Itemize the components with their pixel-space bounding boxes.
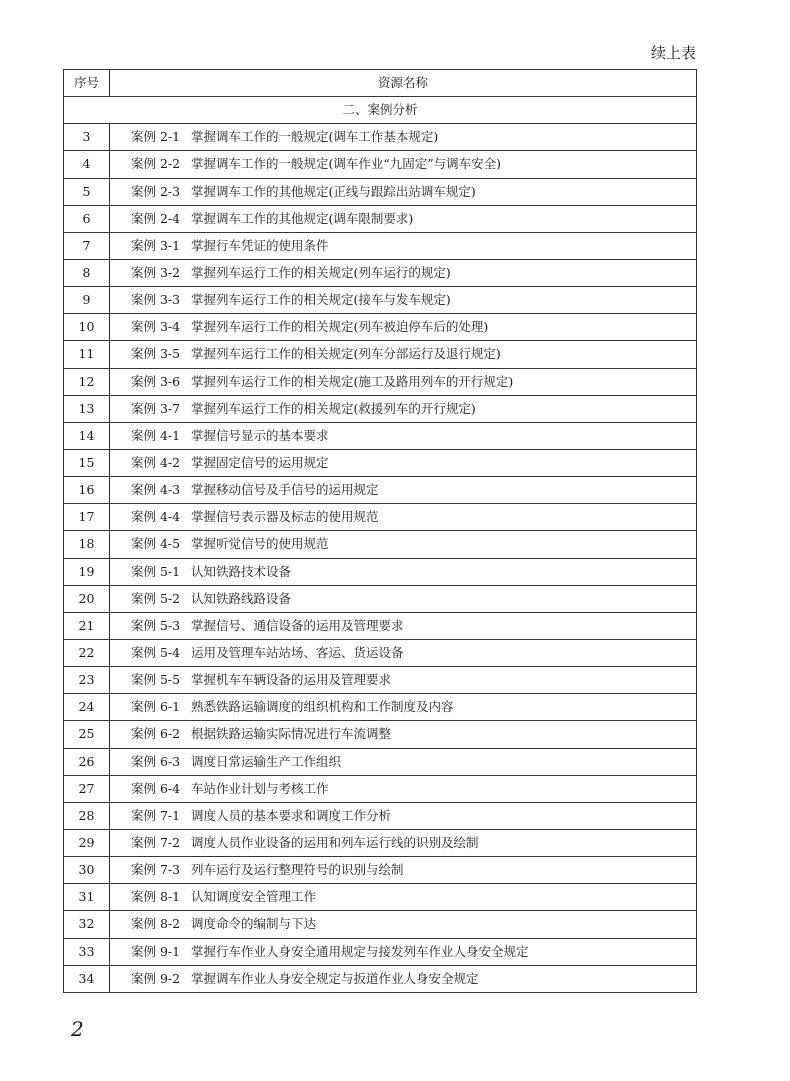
case-title: 掌握信号、通信设备的运用及管理要求 [191, 617, 404, 633]
resource-name-cell [110, 314, 697, 341]
resource-name-cell [110, 911, 697, 938]
case-title: 调度日常运输生产工作组织 [191, 753, 342, 769]
table-row [64, 232, 697, 259]
case-title: 认知调度安全管理工作 [191, 889, 317, 905]
table-row [64, 884, 697, 911]
row-number: 29 [64, 829, 110, 856]
table-row [64, 151, 697, 178]
table-row [64, 124, 697, 151]
case-id: 案例 3-6 [131, 373, 181, 389]
case-title: 认知铁路技术设备 [191, 563, 292, 579]
table-row [64, 259, 697, 286]
row-number: 9 [64, 287, 110, 314]
case-id: 案例 2-1 [131, 129, 181, 145]
table-row [64, 965, 697, 992]
case-id: 案例 2-2 [131, 156, 181, 172]
table-row [64, 205, 697, 232]
row-number: 3 [64, 124, 110, 151]
row-number: 19 [64, 558, 110, 585]
case-title: 掌握调车工作的一般规定(调车作业“九固定”与调车安全) [191, 156, 502, 172]
table-header-row [64, 70, 697, 97]
resource-name-cell [110, 395, 697, 422]
case-title: 掌握固定信号的运用规定 [191, 455, 329, 471]
case-id: 案例 2-4 [131, 210, 181, 226]
row-number: 13 [64, 395, 110, 422]
case-id: 案例 4-5 [131, 536, 181, 552]
resource-name-cell [110, 748, 697, 775]
resource-table [63, 69, 697, 993]
case-id: 案例 5-4 [131, 645, 181, 661]
table-row [64, 612, 697, 639]
row-number: 26 [64, 748, 110, 775]
table-row [64, 422, 697, 449]
table-row [64, 694, 697, 721]
resource-name-cell [110, 531, 697, 558]
case-id: 案例 9-1 [131, 943, 181, 959]
case-title: 掌握移动信号及手信号的运用规定 [191, 482, 379, 498]
row-number: 18 [64, 531, 110, 558]
case-title: 掌握列车运行工作的相关规定(列车被迫停车后的处理) [191, 319, 489, 335]
table-row [64, 667, 697, 694]
case-title: 掌握行车作业人身安全通用规定与接发列车作业人身安全规定 [191, 943, 529, 959]
row-number: 20 [64, 585, 110, 612]
table-row [64, 775, 697, 802]
case-title: 掌握调车作业人身安全规定与扳道作业人身安全规定 [191, 970, 479, 986]
row-number: 28 [64, 802, 110, 829]
table-row [64, 911, 697, 938]
row-number: 5 [64, 178, 110, 205]
case-title: 列车运行及运行整理符号的识别与绘制 [191, 862, 404, 878]
row-number: 4 [64, 151, 110, 178]
resource-name-cell [110, 558, 697, 585]
resource-name-cell [110, 884, 697, 911]
case-title: 掌握调车工作的其他规定(正线与跟踪出站调车规定) [191, 183, 476, 199]
case-title: 调度人员作业设备的运用和列车运行线的识别及绘制 [191, 835, 479, 850]
resource-name-cell [110, 151, 697, 178]
case-id: 案例 4-4 [131, 509, 181, 525]
case-id: 案例 7-1 [131, 807, 181, 823]
case-id: 案例 6-3 [131, 753, 181, 769]
case-title: 掌握调车工作的其他规定(调车限制要求) [191, 210, 414, 226]
resource-name-cell [110, 775, 697, 802]
resource-name-cell [110, 232, 697, 259]
table-row [64, 368, 697, 395]
case-id: 案例 7-2 [131, 835, 181, 850]
row-number: 15 [64, 449, 110, 476]
case-title: 掌握列车运行工作的相关规定(列车分部运行及退行规定) [191, 346, 501, 362]
case-title: 掌握调车工作的一般规定(调车工作基本规定) [191, 129, 439, 145]
case-title: 根据铁路运输实际情况进行车流调整 [191, 726, 392, 742]
table-row [64, 938, 697, 965]
column-header-no: 序号 [64, 70, 110, 97]
row-number: 12 [64, 368, 110, 395]
case-title: 掌握信号显示的基本要求 [191, 427, 329, 443]
case-title: 运用及管理车站站场、客运、货运设备 [191, 645, 404, 661]
resource-name-cell [110, 477, 697, 504]
case-id: 案例 3-3 [131, 292, 181, 308]
resource-name-cell [110, 259, 697, 286]
page-number: 2 [71, 1017, 84, 1041]
resource-name-cell [110, 422, 697, 449]
row-number: 33 [64, 938, 110, 965]
row-number: 25 [64, 721, 110, 748]
resource-name-cell [110, 938, 697, 965]
case-id: 案例 3-5 [131, 346, 181, 362]
case-id: 案例 6-1 [131, 699, 181, 715]
resource-name-cell [110, 612, 697, 639]
case-title: 掌握列车运行工作的相关规定(接车与发车规定) [191, 292, 451, 308]
case-id: 案例 5-5 [131, 672, 181, 688]
resource-name-cell [110, 802, 697, 829]
resource-name-cell [110, 694, 697, 721]
table-row [64, 341, 697, 368]
resource-name-cell [110, 341, 697, 368]
case-title: 掌握列车运行工作的相关规定(救援列车的开行规定) [191, 400, 476, 416]
row-number: 23 [64, 667, 110, 694]
resource-name-cell [110, 287, 697, 314]
case-title: 认知铁路线路设备 [191, 590, 292, 606]
table-row [64, 449, 697, 476]
table-row [64, 721, 697, 748]
row-number: 8 [64, 259, 110, 286]
row-number: 24 [64, 694, 110, 721]
table-row [64, 857, 697, 884]
resource-name-cell [110, 639, 697, 666]
table-row [64, 314, 697, 341]
row-number: 6 [64, 205, 110, 232]
row-number: 14 [64, 422, 110, 449]
row-number: 7 [64, 232, 110, 259]
resource-name-cell [110, 124, 697, 151]
resource-name-cell [110, 504, 697, 531]
case-title: 调度人员的基本要求和调度工作分析 [191, 807, 392, 823]
continued-table-label: 续上表 [650, 44, 696, 62]
resource-name-cell [110, 585, 697, 612]
case-title: 调度命令的编制与下达 [191, 916, 317, 932]
table-row [64, 748, 697, 775]
case-id: 案例 9-2 [131, 970, 181, 986]
resource-name-cell [110, 449, 697, 476]
case-id: 案例 7-3 [131, 862, 181, 878]
case-id: 案例 4-3 [131, 482, 181, 498]
case-id: 案例 3-1 [131, 237, 181, 253]
row-number: 11 [64, 341, 110, 368]
table-row [64, 178, 697, 205]
row-number: 16 [64, 477, 110, 504]
case-id: 案例 5-1 [131, 563, 181, 579]
case-title: 掌握行车凭证的使用条件 [191, 237, 329, 253]
case-title: 熟悉铁路运输调度的组织机构和工作制度及内容 [191, 699, 454, 715]
table-row [64, 477, 697, 504]
case-id: 案例 4-2 [131, 455, 181, 471]
case-title: 车站作业计划与考核工作 [191, 780, 329, 796]
table-row [64, 395, 697, 422]
table-row [64, 639, 697, 666]
resource-name-cell [110, 965, 697, 992]
resource-name-cell [110, 667, 697, 694]
resource-name-cell [110, 829, 697, 856]
case-title: 掌握列车运行工作的相关规定(列车运行的规定) [191, 265, 451, 281]
case-id: 案例 8-2 [131, 916, 181, 932]
case-id: 案例 2-3 [131, 183, 181, 199]
resource-name-cell [110, 178, 697, 205]
row-number: 30 [64, 857, 110, 884]
row-number: 27 [64, 775, 110, 802]
column-header-name: 资源名称 [110, 70, 697, 97]
case-id: 案例 3-7 [131, 400, 181, 416]
table-row [64, 558, 697, 585]
table-row [64, 829, 697, 856]
section-row [64, 97, 697, 124]
case-title: 掌握信号表示器及标志的使用规范 [191, 509, 379, 525]
row-number: 10 [64, 314, 110, 341]
case-id: 案例 6-2 [131, 726, 181, 742]
table-row [64, 287, 697, 314]
row-number: 21 [64, 612, 110, 639]
resource-name-cell [110, 368, 697, 395]
resource-name-cell [110, 857, 697, 884]
case-id: 案例 8-1 [131, 889, 181, 905]
row-number: 31 [64, 884, 110, 911]
row-number: 34 [64, 965, 110, 992]
case-id: 案例 6-4 [131, 780, 181, 796]
case-title: 掌握机车车辆设备的运用及管理要求 [191, 672, 392, 688]
case-id: 案例 3-2 [131, 265, 181, 281]
case-id: 案例 5-2 [131, 590, 181, 606]
resource-name-cell [110, 205, 697, 232]
table-row [64, 531, 697, 558]
row-number: 22 [64, 639, 110, 666]
table-row [64, 585, 697, 612]
case-title: 掌握听觉信号的使用规范 [191, 536, 329, 552]
row-number: 32 [64, 911, 110, 938]
resource-name-cell [110, 721, 697, 748]
row-number: 17 [64, 504, 110, 531]
section-title: 二、案例分析 [64, 97, 697, 124]
case-id: 案例 5-3 [131, 617, 181, 633]
table-row [64, 802, 697, 829]
case-id: 案例 4-1 [131, 427, 181, 443]
case-id: 案例 3-4 [131, 319, 181, 335]
table-row [64, 504, 697, 531]
case-title: 掌握列车运行工作的相关规定(施工及路用列车的开行规定) [191, 373, 514, 389]
